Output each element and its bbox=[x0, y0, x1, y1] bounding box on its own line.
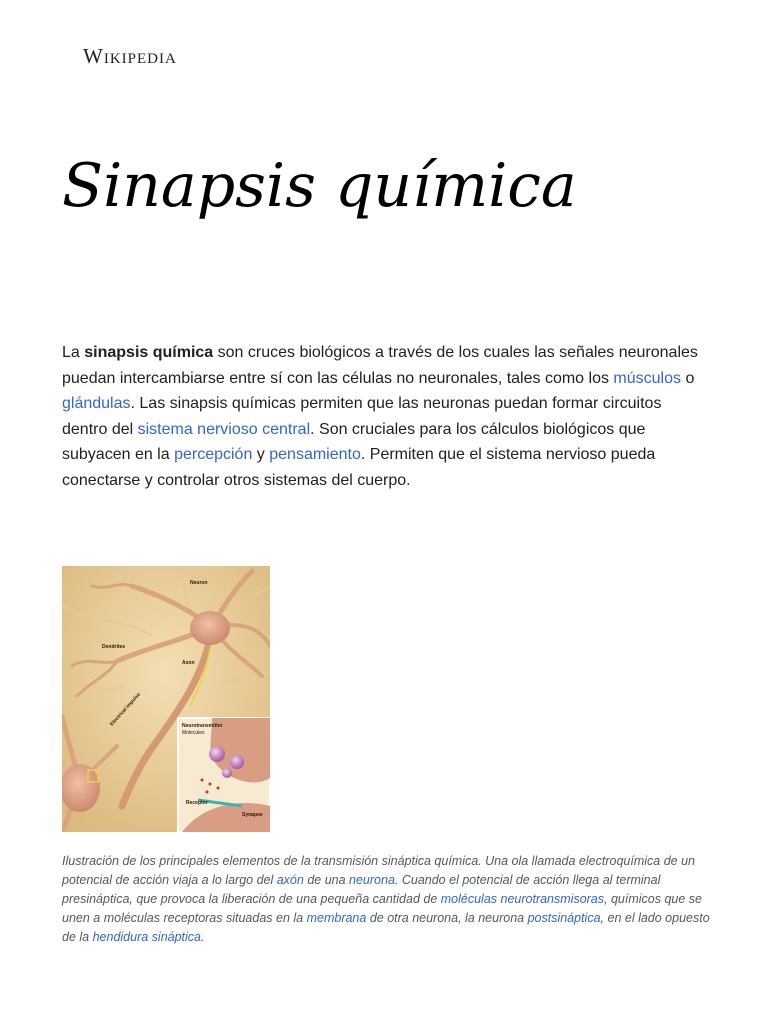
lead-text: y bbox=[252, 446, 270, 463]
label-neurotransmitter: Neurotransmitter bbox=[182, 723, 223, 729]
caption-text: Ilustración de los principales elementos de la transmisión sináptica química. Una ola llamada electroquímica de un potencial de acción viaja a lo largo del bbox=[62, 854, 695, 887]
link-moleculas-neurotransmisoras[interactable]: moléculas neurotransmisoras bbox=[440, 892, 605, 906]
link-neurona[interactable]: neurona bbox=[349, 873, 395, 887]
lead-text: . Permiten que el sistema nervioso pueda conectarse y controlar otros sistemas del cuerpo. bbox=[62, 446, 656, 489]
link-membrana[interactable]: membrana bbox=[306, 911, 367, 925]
link-postsinaptica[interactable]: postsináptica bbox=[527, 911, 601, 925]
link-musculos[interactable]: músculos bbox=[613, 369, 681, 387]
link-glandulas[interactable]: glándulas bbox=[62, 395, 131, 412]
lead-bold-term: sinapsis química bbox=[84, 344, 214, 361]
label-axon: Axon bbox=[182, 660, 195, 666]
label-neuron: Neuron bbox=[190, 580, 208, 586]
link-pensamiento[interactable]: pensamiento bbox=[269, 446, 361, 463]
caption-text: de otra neurona, la neurona bbox=[366, 911, 528, 925]
synapse-illustration-drawing bbox=[62, 566, 270, 832]
lead-text: . Las sinapsis químicas permiten que las neuronas puedan formar circuitos dentro del bbox=[62, 395, 662, 438]
lead-text: o bbox=[681, 369, 695, 387]
caption-text: de una bbox=[303, 873, 350, 887]
label-synapse: Synapse bbox=[242, 812, 263, 818]
link-hendidura-sinaptica[interactable]: hendidura sináptica bbox=[92, 930, 202, 944]
label-molecules: Molecules bbox=[182, 730, 205, 736]
page-title: Sinapsis química bbox=[62, 151, 577, 221]
link-sistema-nervioso-central[interactable]: sistema nervioso central bbox=[137, 420, 311, 438]
lead-text: son cruces biológicos a través de los cuales las señales neuronales puedan intercambiarse entre sí con las células no neuronales, tales como los bbox=[62, 344, 698, 387]
label-electrical-impulse: Electrical impulse bbox=[109, 691, 142, 728]
link-percepcion[interactable]: percepción bbox=[174, 446, 253, 463]
lead-text: . Son cruciales para los cálculos biológicos que subyacen en la bbox=[62, 420, 646, 463]
soma bbox=[190, 611, 230, 645]
label-receptor: Receptor bbox=[186, 800, 208, 806]
link-axon[interactable]: axón bbox=[276, 873, 304, 887]
figure-caption bbox=[62, 852, 710, 947]
caption-text: , químicos que se unen a moléculas receptoras situadas en la bbox=[62, 892, 702, 925]
label-dendrites: Dendrites bbox=[102, 644, 126, 650]
lead-paragraph bbox=[62, 340, 710, 493]
caption-text: , en el lado opuesto de la bbox=[62, 911, 710, 944]
wikipedia-wordmark[interactable]: Wikipedia bbox=[83, 44, 177, 68]
caption-text: . Cuando el potencial de acción llega al terminal presináptica, que provoca la liberación de una pequeña cantidad de bbox=[62, 873, 661, 906]
caption-text: . bbox=[201, 930, 205, 944]
lead-text: La bbox=[62, 344, 85, 361]
synapse-illustration[interactable] bbox=[62, 566, 270, 832]
